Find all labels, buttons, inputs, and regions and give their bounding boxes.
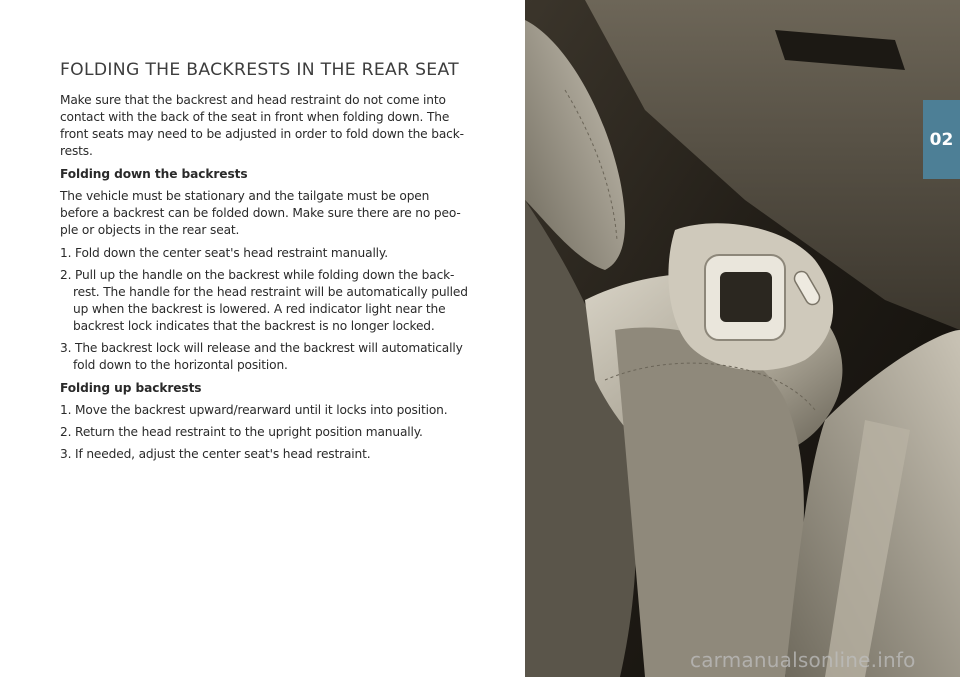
- step-item: 2. Return the head restraint to the upright position manually.: [60, 425, 423, 439]
- watermark-text: carmanualsonline.info: [690, 648, 916, 672]
- step-item: 1. Fold down the center seat's head restraint manually.: [60, 246, 388, 260]
- steps-fold-up: [60, 402, 468, 463]
- section-text-fold-down: The vehicle must be stationary and the tailgate must be open before a backrest can be folded down. Make sure there are no peo-ple or objects in the rear seat.: [60, 189, 461, 237]
- chapter-number: 02: [929, 129, 954, 150]
- chapter-tab[interactable]: [923, 100, 960, 179]
- text-column: [60, 60, 468, 469]
- step-item: 1. Move the backrest upward/rearward until it locks into position.: [60, 403, 448, 417]
- step-item: 2. Pull up the handle on the backrest while folding down the back-rest. The handle for the head restraint will be automatically pulled up when the backrest is lowered. A red indicator light near the backrest lock indicates that the backrest is no longer locked.: [60, 268, 468, 333]
- section-heading-fold-down: Folding down the backrests: [60, 167, 248, 181]
- step-item: 3. If needed, adjust the center seat's head restraint.: [60, 447, 371, 461]
- steps-fold-down: [60, 245, 468, 374]
- seat-illustration: [525, 0, 960, 677]
- page-title: FOLDING THE BACKRESTS IN THE REAR SEAT: [60, 60, 459, 80]
- intro-paragraph: Make sure that the backrest and head restraint do not come into contact with the back of the seat in front when folding down. The front seats may need to be adjusted in order to fold down the back-rests.: [60, 93, 464, 158]
- rear-seat-photo: [525, 0, 960, 677]
- step-item: 3. The backrest lock will release and the backrest will automatically fold down to the horizontal position.: [60, 341, 463, 372]
- section-heading-fold-up: Folding up backrests: [60, 381, 202, 395]
